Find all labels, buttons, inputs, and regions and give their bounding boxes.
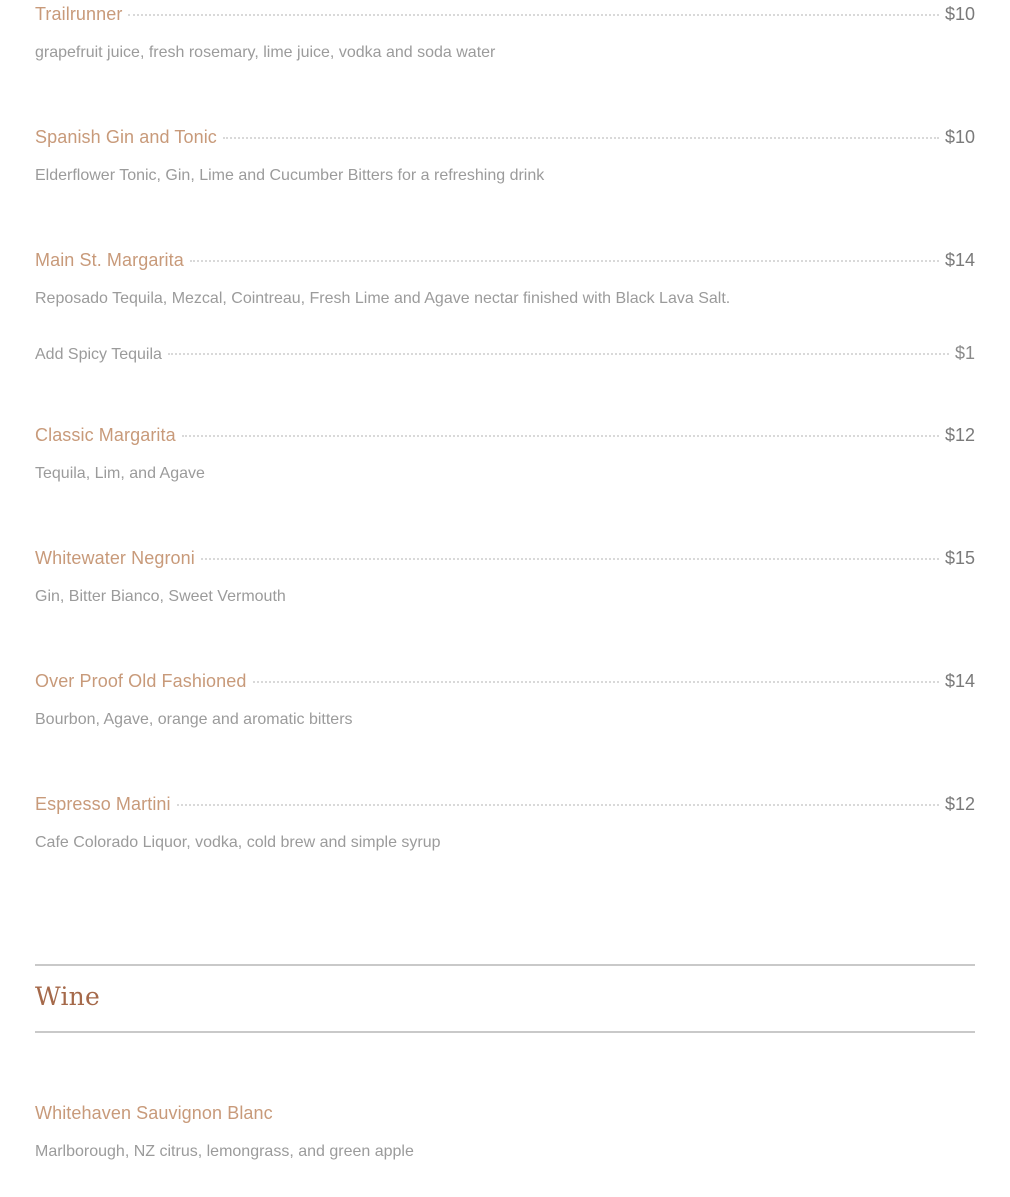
- menu-item-main-st-margarita: [35, 250, 975, 308]
- item-description: Bourbon, Agave, orange and aromatic bitters: [35, 711, 353, 728]
- item-description: grapefruit juice, fresh rosemary, lime juice, vodka and soda water: [35, 44, 496, 61]
- item-description: Gin, Bitter Bianco, Sweet Vermouth: [35, 588, 286, 605]
- item-name: Classic Margarita: [35, 425, 176, 445]
- section-divider-top: [35, 964, 975, 966]
- menu-item-classic-margarita: [35, 425, 975, 483]
- menu-item-over-proof-old-fashioned: [35, 671, 975, 729]
- item-name: Trailrunner: [35, 4, 123, 24]
- item-price: $10: [944, 4, 975, 24]
- menu-item-espresso-martini: [35, 794, 975, 852]
- dot-leader: [201, 558, 939, 560]
- menu-item-whitehaven-sauvignon-blanc: [35, 1103, 975, 1161]
- item-name: Espresso Martini: [35, 794, 171, 814]
- item-name: Main St. Margarita: [35, 250, 184, 270]
- item-price: $12: [944, 425, 975, 445]
- addon-price: $1: [954, 343, 975, 363]
- item-description: Cafe Colorado Liquor, vodka, cold brew and simple syrup: [35, 834, 441, 851]
- menu-item-spanish-gin-and-tonic: [35, 127, 975, 185]
- dot-leader: [182, 435, 939, 437]
- addon-spicy-tequila: [35, 343, 975, 373]
- section-title-wine: Wine: [35, 982, 100, 1011]
- menu-item-whitewater-negroni: [35, 548, 975, 606]
- dot-leader: [177, 804, 939, 806]
- item-name: Whitewater Negroni: [35, 548, 195, 568]
- item-price: $10: [944, 127, 975, 147]
- item-name: Spanish Gin and Tonic: [35, 127, 217, 147]
- dot-leader: [223, 137, 939, 139]
- menu-item-trailrunner: [35, 4, 975, 62]
- item-description: Reposado Tequila, Mezcal, Cointreau, Fresh Lime and Agave nectar finished with Black Lava Salt.: [35, 290, 731, 307]
- item-description: Tequila, Lim, and Agave: [35, 465, 205, 482]
- item-price: $14: [944, 671, 975, 691]
- item-description: Elderflower Tonic, Gin, Lime and Cucumber Bitters for a refreshing drink: [35, 167, 545, 184]
- section-divider-bottom: [35, 1031, 975, 1033]
- dot-leader: [253, 681, 939, 683]
- dot-leader: [168, 353, 949, 355]
- dot-leader: [128, 14, 938, 16]
- item-price: $12: [944, 794, 975, 814]
- item-name: Over Proof Old Fashioned: [35, 671, 247, 691]
- dot-leader: [190, 260, 939, 262]
- item-price: $15: [944, 548, 975, 568]
- item-name: Whitehaven Sauvignon Blanc: [35, 1103, 273, 1123]
- item-price: $14: [944, 250, 975, 270]
- addon-name: Add Spicy Tequila: [35, 346, 162, 363]
- item-description: Marlborough, NZ citrus, lemongrass, and green apple: [35, 1143, 414, 1160]
